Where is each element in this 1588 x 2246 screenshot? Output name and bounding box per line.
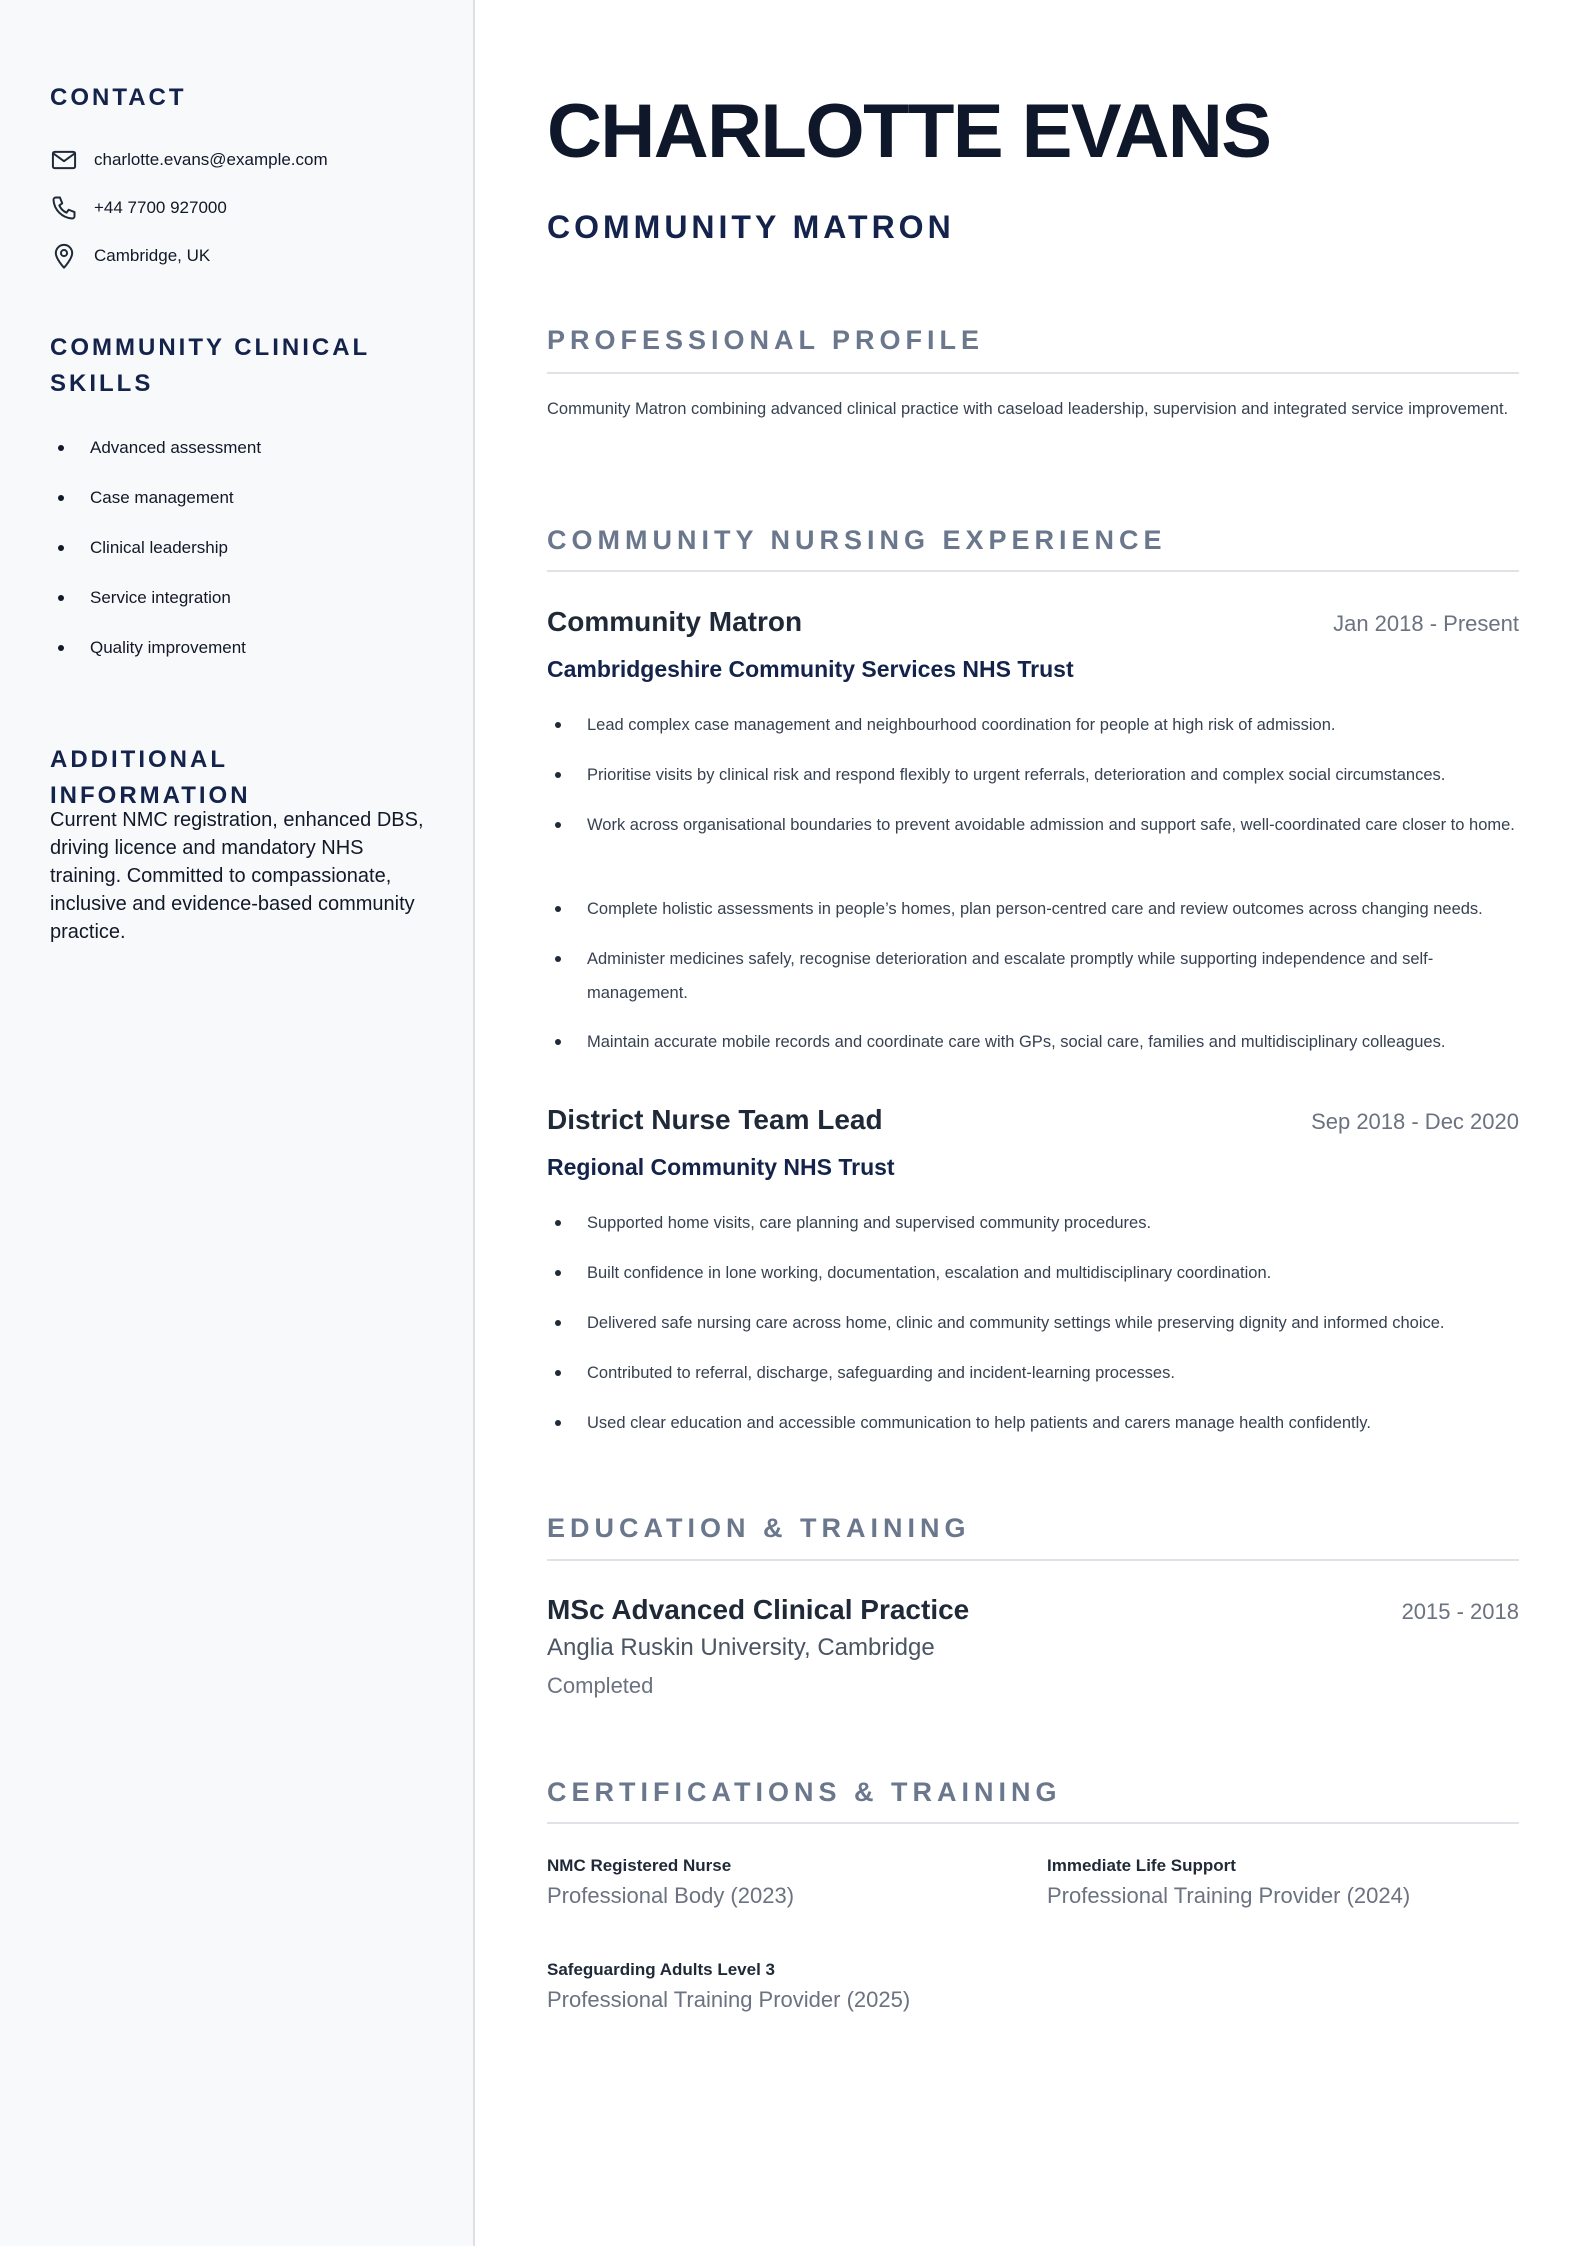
cert-provider: Professional Body (2023)	[547, 1883, 795, 1908]
job-dates: Jan 2018 - Present	[1333, 611, 1519, 636]
section-divider	[547, 1822, 1519, 1824]
job-bullet: Prioritise visits by clinical risk and respond flexibly to urgent referrals, deterioration and complex social circumstances.	[547, 758, 1519, 792]
section-divider	[547, 372, 1519, 374]
job-organization: Cambridgeshire Community Services NHS Trust	[547, 656, 1074, 682]
job-bullet: Contributed to referral, discharge, safeguarding and incident-learning processes.	[547, 1356, 1519, 1390]
job-bullet: Administer medicines safely, recognise deterioration and escalate promptly while supporting independence and self-management.	[547, 942, 1519, 1010]
job-bullet: Used clear education and accessible communication to help patients and carers manage health confidently.	[547, 1406, 1519, 1440]
email-text: charlotte.evans@example.com	[94, 150, 328, 169]
job-title: District Nurse Team Lead	[547, 1104, 883, 1135]
candidate-role: COMMUNITY MATRON	[547, 209, 955, 245]
job-bullet: Complete holistic assessments in people’s homes, plan person-centred care and review outcomes across changing needs.	[547, 892, 1519, 926]
cert-provider: Professional Training Provider (2024)	[1047, 1883, 1411, 1908]
job-bullet: Work across organisational boundaries to prevent avoidable admission and support safe, well-coordinated care closer to home.	[547, 808, 1519, 842]
degree-title: MSc Advanced Clinical Practice	[547, 1594, 970, 1625]
profile-heading: PROFESSIONAL PROFILE	[547, 325, 985, 355]
cert-provider: Professional Training Provider (2025)	[547, 1987, 911, 2012]
additional-info-heading: ADDITIONAL INFORMATION	[50, 746, 251, 809]
phone-icon	[50, 194, 78, 222]
education-dates: 2015 - 2018	[1401, 1599, 1519, 1624]
education-status: Completed	[547, 1673, 654, 1698]
education-heading: EDUCATION & TRAINING	[547, 1513, 971, 1543]
institution: Anglia Ruskin University, Cambridge	[547, 1634, 935, 1661]
cert-name: Immediate Life Support	[1047, 1856, 1236, 1875]
phone-text: +44 7700 927000	[94, 198, 227, 217]
job-bullet: Delivered safe nursing care across home, clinic and community settings while preserving dignity and informed choice.	[547, 1306, 1519, 1340]
section-divider	[547, 1559, 1519, 1561]
mail-icon	[50, 146, 78, 174]
additional-info-text: Current NMC registration, enhanced DBS, driving licence and mandatory NHS training. Committed to compassionate, inclusive and evidence-based community practice.	[50, 809, 424, 943]
job-title: Community Matron	[547, 606, 803, 637]
job-bullet: Supported home visits, care planning and supervised community procedures.	[547, 1206, 1519, 1240]
job-organization: Regional Community NHS Trust	[547, 1154, 895, 1180]
cert-name: NMC Registered Nurse	[547, 1856, 732, 1875]
cert-name: Safeguarding Adults Level 3	[547, 1960, 775, 1979]
skills-heading	[50, 330, 370, 402]
job-bullet: Lead complex case management and neighbourhood coordination for people at high risk of admission.	[547, 708, 1519, 742]
certifications-heading: CERTIFICATIONS & TRAINING	[547, 1777, 1062, 1807]
section-divider	[547, 570, 1519, 572]
skills-heading-line2: SKILLS	[50, 370, 154, 397]
skills-heading-line1: COMMUNITY CLINICAL	[50, 334, 371, 361]
contact-email	[50, 144, 328, 176]
job-bullet: Maintain accurate mobile records and coordinate care with GPs, social care, families and multidisciplinary colleagues.	[547, 1025, 1519, 1059]
candidate-name: CHARLOTTE EVANS	[547, 89, 1271, 174]
contact-heading: CONTACT	[50, 84, 187, 111]
contact-location	[50, 240, 210, 272]
profile-text: Community Matron combining advanced clinical practice with caseload leadership, supervision and integrated service improvement.	[547, 400, 1509, 418]
map-pin-icon	[50, 242, 78, 270]
job-dates: Sep 2018 - Dec 2020	[1311, 1109, 1519, 1134]
experience-heading: COMMUNITY NURSING EXPERIENCE	[547, 525, 1167, 555]
job-bullet: Built confidence in lone working, documentation, escalation and multidisciplinary coordination.	[547, 1256, 1519, 1290]
location-text: Cambridge, UK	[94, 246, 211, 265]
sidebar: CONTACT charlotte.evans@example.com +44 7700 927000 Cambridge, UK COMMUNITY CLINICAL SKILLS Advanced assessment Case management Clinical leadership Service integration Quality improvement ADDITIONAL INFORMATION Current NMC registration, enhanced DBS, driving licence and mandatory NHS training. Committed to compassionate, inclusive and evidence-based community practice.	[0, 0, 475, 2246]
contact-phone	[50, 192, 227, 224]
